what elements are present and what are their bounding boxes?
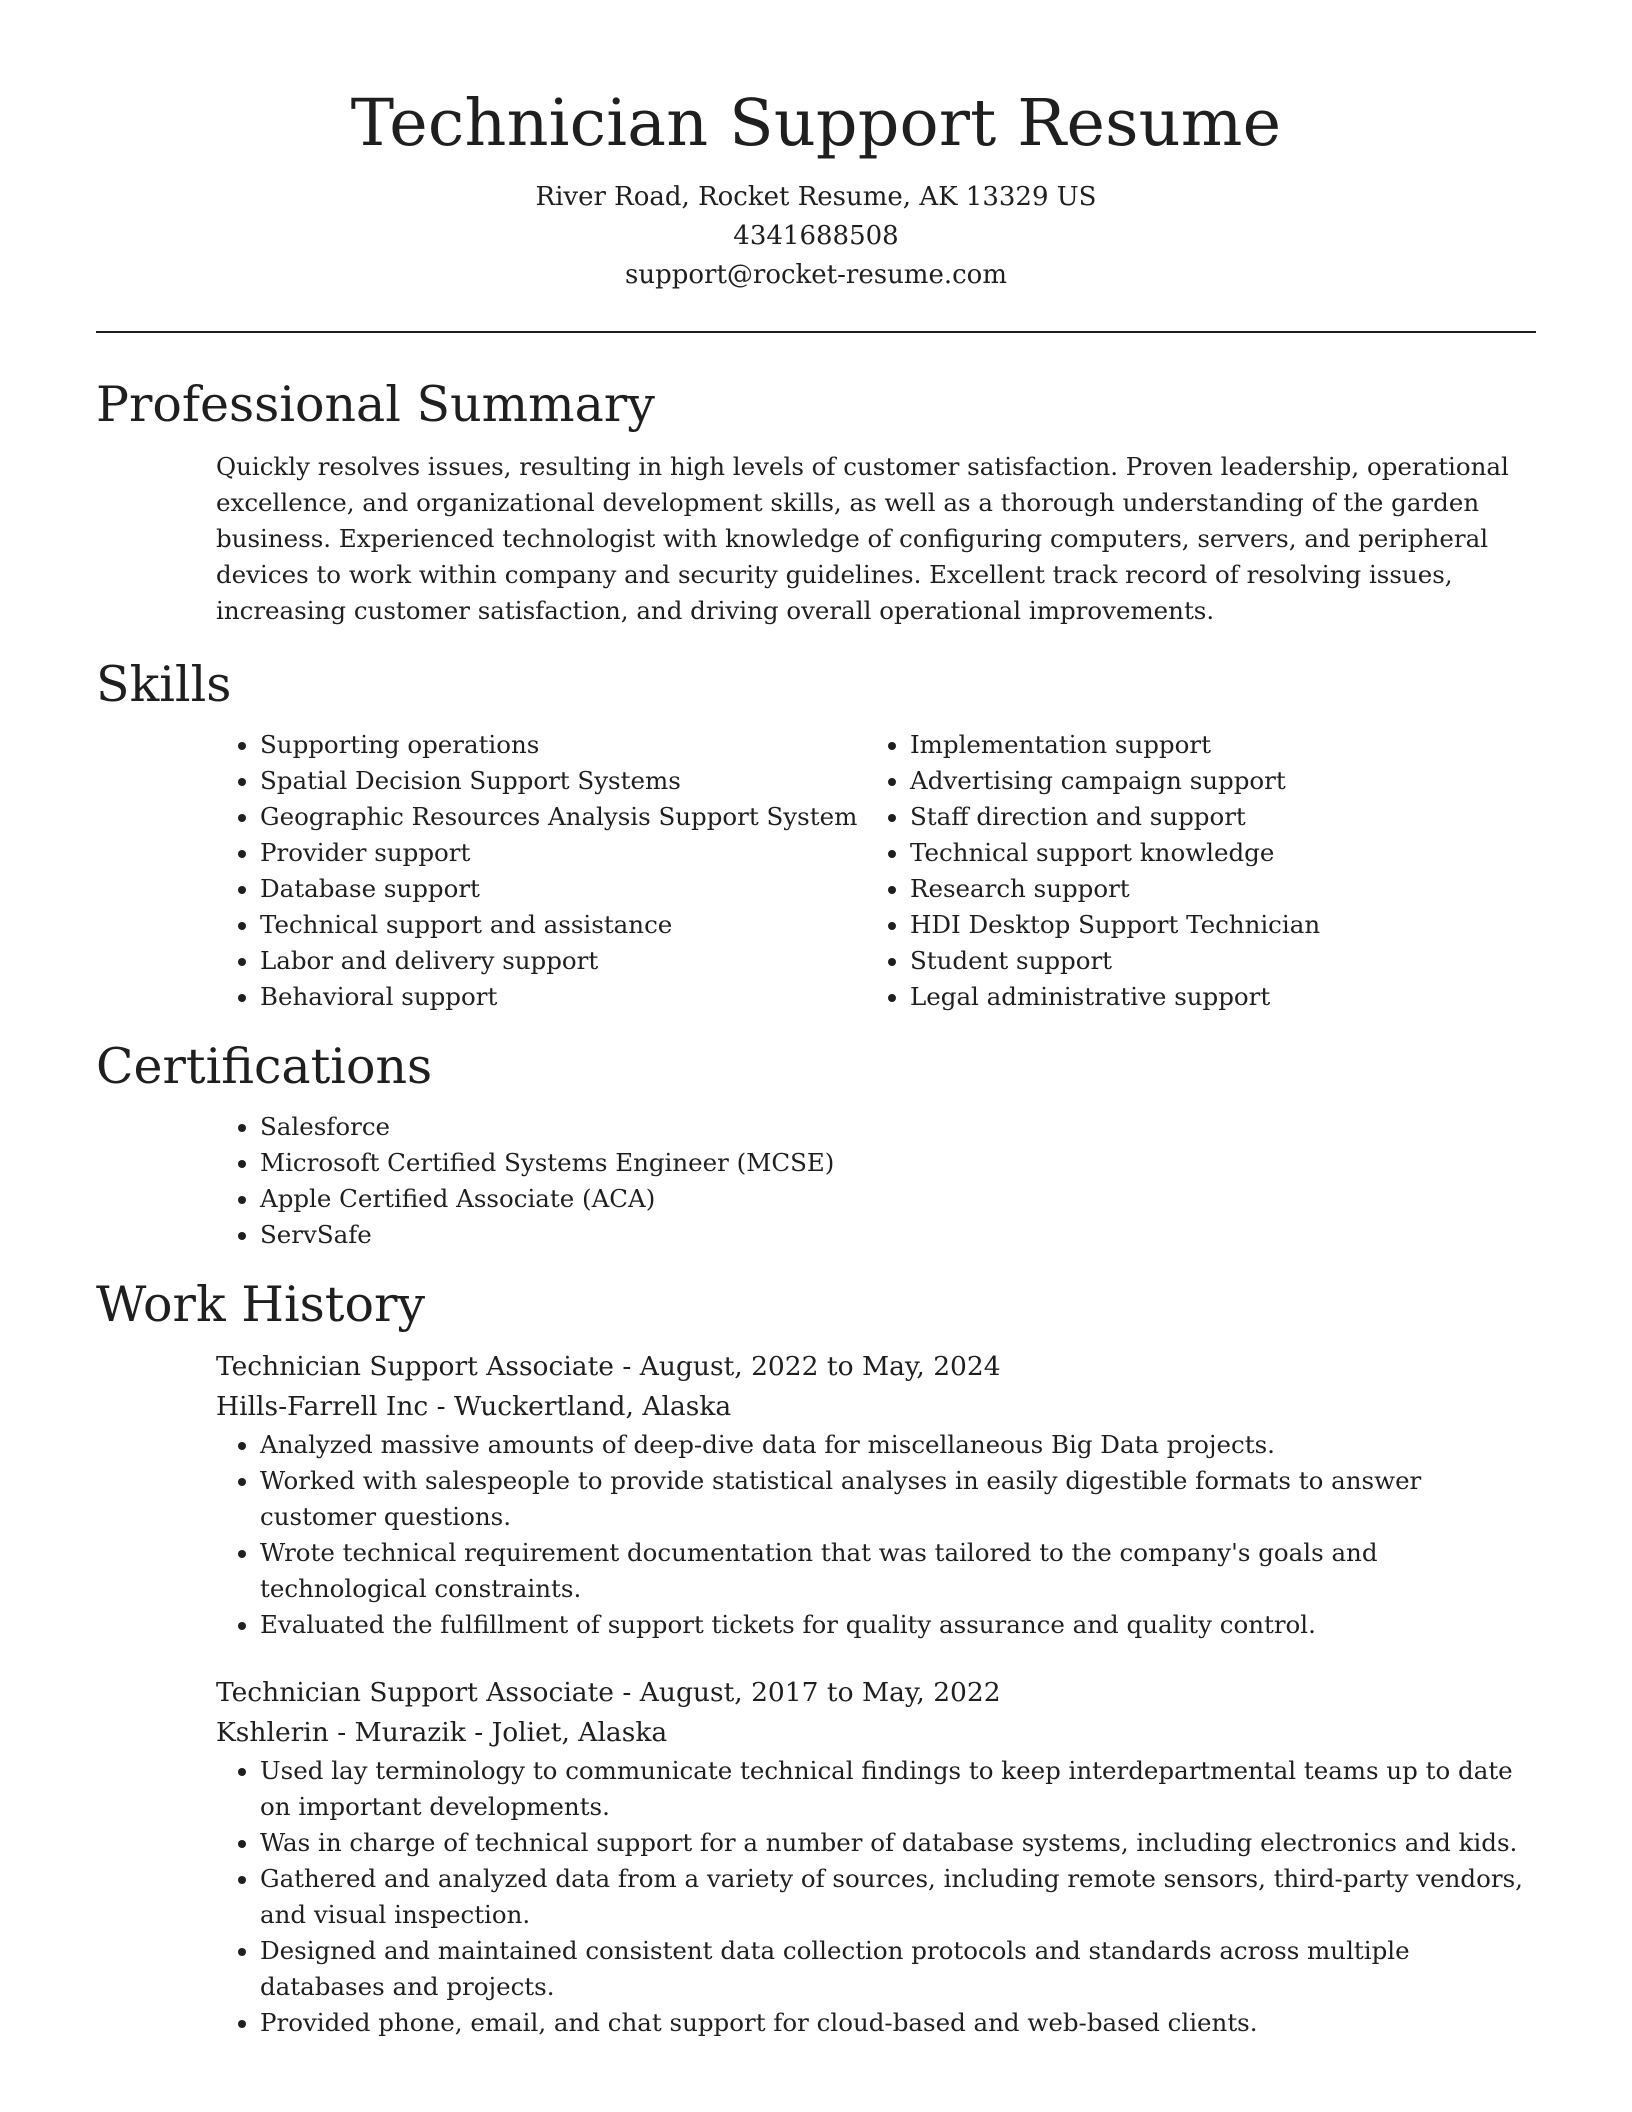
skill-item: • Database support [260, 871, 866, 907]
skills-heading: Skills [96, 656, 232, 713]
work-history-section [96, 1275, 1536, 2041]
summary-text: Quickly resolves issues, resulting in high levels of customer satisfaction. Proven leadership, operational excellence, and organizational development skills, as well as a thorough understanding of the garden business. Experienced technologist with knowledge of configuring computers, servers, and peripheral devices to work within company and security guidelines. Excellent track record of resolving issues, increasing customer satisfaction, and driving overall operational improvements. [216, 452, 1509, 625]
skill-item: • Implementation support [910, 727, 1516, 763]
resume-header [96, 0, 1536, 295]
job-bullet: • Wrote technical requirement documentation that was tailored to the company's goals and technological constraints. [260, 1535, 1536, 1607]
skill-item: • Supporting operations [260, 727, 866, 763]
job-bullet: • Provided phone, email, and chat support for cloud-based and web-based clients. [260, 2005, 1536, 2041]
job-bullet: • Used lay terminology to communicate technical findings to keep interdepartmental teams up to date on important developments. [260, 1753, 1536, 1825]
job-entry [96, 1673, 1536, 2041]
job-bullet: • Designed and maintained consistent data collection protocols and standards across multiple databases and projects. [260, 1933, 1536, 2005]
skill-item: • Provider support [260, 835, 866, 871]
skills-column-left [216, 727, 866, 1015]
skill-item: • Technical support knowledge [910, 835, 1516, 871]
summary-section [96, 375, 1536, 629]
skills-column-right [866, 727, 1516, 1015]
certification-item: • Microsoft Certified Systems Engineer (MCSE) [260, 1145, 1536, 1181]
job-bullet: • Evaluated the fulfillment of support tickets for quality assurance and quality control. [260, 1607, 1536, 1643]
work-history-heading: Work History [96, 1276, 426, 1333]
skill-item: • Student support [910, 943, 1516, 979]
skill-item: • Staff direction and support [910, 799, 1516, 835]
job-bullet: • Worked with salespeople to provide statistical analyses in easily digestible formats to answer customer questions. [260, 1463, 1536, 1535]
skills-section [96, 655, 1536, 1015]
job-title-line: Technician Support Associate - August, 2022 to May, 2024 [216, 1351, 1001, 1382]
skill-item: • Research support [910, 871, 1516, 907]
skill-item: • Geographic Resources Analysis Support System [260, 799, 866, 835]
job-entry [96, 1347, 1536, 1643]
skill-item: • Labor and delivery support [260, 943, 866, 979]
phone: 4341688508 [733, 221, 899, 251]
job-company-line: Hills-Farrell Inc - Wuckertland, Alaska [216, 1391, 732, 1422]
skill-item: • Spatial Decision Support Systems [260, 763, 866, 799]
skill-item: • Behavioral support [260, 979, 866, 1015]
certification-item: • Apple Certified Associate (ACA) [260, 1181, 1536, 1217]
certifications-heading: Certifications [96, 1038, 433, 1095]
job-title-line: Technician Support Associate - August, 2017 to May, 2022 [216, 1677, 1001, 1708]
certification-item: • ServSafe [260, 1217, 1536, 1253]
resume-title: Technician Support Resume [350, 86, 1282, 161]
skill-item: • Technical support and assistance [260, 907, 866, 943]
skill-item: • Advertising campaign support [910, 763, 1516, 799]
job-bullet: • Analyzed massive amounts of deep-dive data for miscellaneous Big Data projects. [260, 1427, 1536, 1463]
header-divider [96, 331, 1536, 333]
summary-heading: Professional Summary [96, 376, 655, 433]
job-company-line: Kshlerin - Murazik - Joliet, Alaska [216, 1717, 668, 1748]
job-bullet: • Was in charge of technical support for a number of database systems, including electronics and kids. [260, 1825, 1536, 1861]
certifications-section [96, 1037, 1536, 1253]
job-bullet: • Gathered and analyzed data from a variety of sources, including remote sensors, third-party vendors, and visual inspection. [260, 1861, 1536, 1933]
email: support@rocket-resume.com [624, 260, 1007, 290]
skill-item: • HDI Desktop Support Technician [910, 907, 1516, 943]
skill-item: • Legal administrative support [910, 979, 1516, 1015]
certification-item: • Salesforce [260, 1109, 1536, 1145]
address: River Road, Rocket Resume, AK 13329 US [535, 182, 1097, 212]
